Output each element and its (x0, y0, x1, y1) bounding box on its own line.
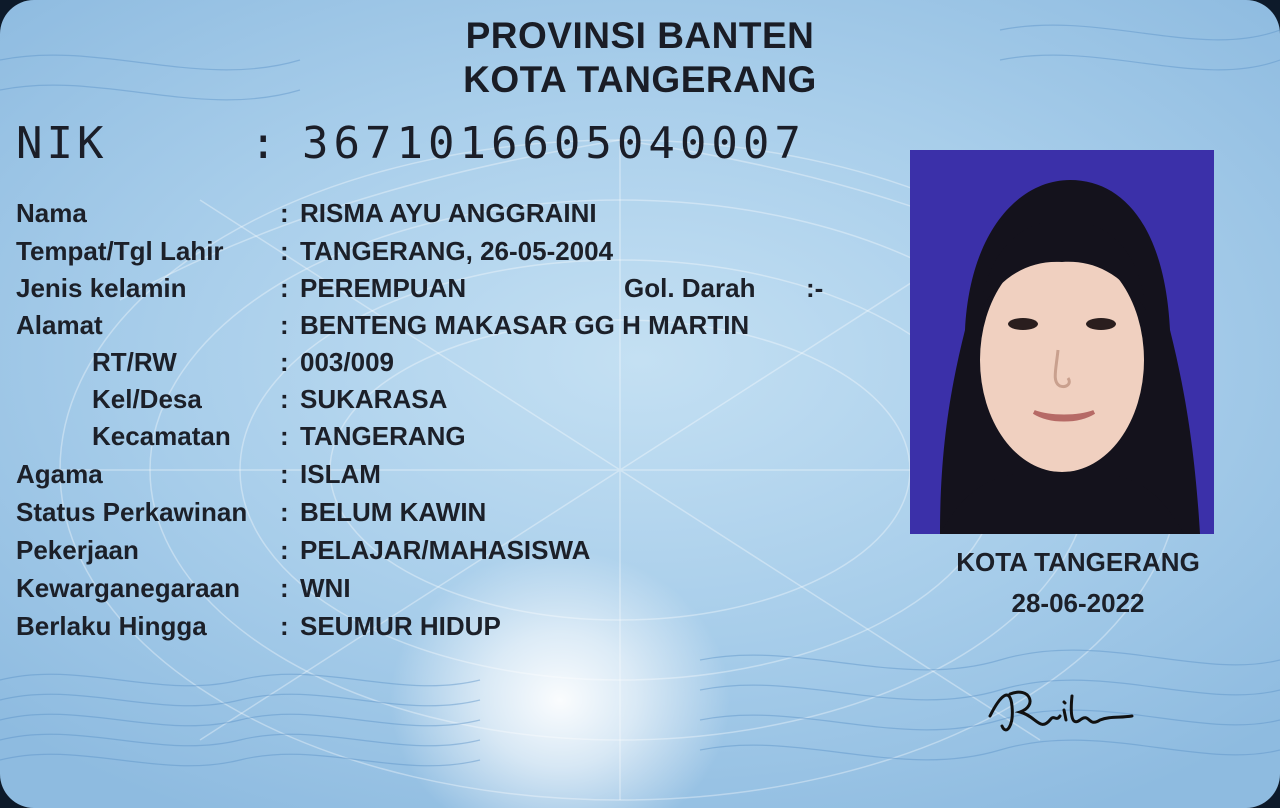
field-row-address (0, 308, 900, 344)
nik-value: 3671016605040007 (302, 118, 806, 169)
province-title: PROVINSI BANTEN (465, 15, 815, 56)
field-row-gender (0, 271, 900, 307)
field-row-citizenship (0, 571, 900, 607)
field-value: TANGERANG, 26-05-2004 (300, 236, 614, 266)
issue-date: 28-06-2022 (1011, 588, 1145, 618)
field-colon: : (280, 459, 289, 489)
field-row-rtrw (0, 345, 900, 381)
field-colon: : (280, 573, 289, 603)
field-row-valid-until (0, 609, 900, 645)
nik-colon: : (250, 118, 281, 169)
blood-type-label: Gol. Darah (624, 273, 756, 303)
field-colon: : (280, 347, 289, 377)
field-value: 003/009 (300, 347, 394, 377)
field-label: RT/RW (92, 347, 177, 377)
field-row-religion (0, 457, 900, 493)
field-value: TANGERANG (300, 421, 466, 451)
field-colon: : (280, 310, 289, 340)
signature (980, 676, 1140, 746)
nik-label: NIK (16, 118, 108, 169)
portrait-photo (910, 150, 1214, 534)
field-label: Nama (16, 198, 87, 228)
portrait-icon (910, 150, 1214, 534)
field-label: Alamat (16, 310, 103, 340)
field-row-nama (0, 196, 900, 232)
field-colon: : (280, 384, 289, 414)
card-header (380, 14, 900, 102)
field-value: SUKARASA (300, 384, 448, 414)
field-colon: : (280, 611, 289, 641)
field-label: Kecamatan (92, 421, 231, 451)
field-label: Status Perkawinan (16, 497, 248, 527)
field-value: BENTENG MAKASAR GG H MARTIN (300, 310, 750, 340)
city-title: KOTA TANGERANG (463, 59, 817, 100)
field-colon: : (280, 273, 289, 303)
field-value: BELUM KAWIN (300, 497, 487, 527)
field-row-marital (0, 495, 900, 531)
field-colon: : (280, 421, 289, 451)
field-label: Jenis kelamin (16, 273, 187, 303)
field-value: WNI (300, 573, 351, 603)
field-colon: : (280, 535, 289, 565)
field-colon: : (280, 497, 289, 527)
blood-type-value: :- (806, 273, 824, 303)
field-value: ISLAM (300, 459, 381, 489)
field-row-keldesa (0, 382, 900, 418)
field-value: SEUMUR HIDUP (300, 611, 501, 641)
field-row-birth (0, 234, 900, 270)
field-value: RISMA AYU ANGGRAINI (300, 198, 597, 228)
field-row-kecamatan (0, 419, 900, 455)
issue-city: KOTA TANGERANG (956, 547, 1200, 577)
field-colon: : (280, 198, 289, 228)
field-colon: : (280, 236, 289, 266)
field-row-occupation (0, 533, 900, 569)
field-value: PEREMPUAN (300, 273, 467, 303)
field-label: Kewarganegaraan (16, 573, 240, 603)
field-label: Kel/Desa (92, 384, 202, 414)
field-label: Tempat/Tgl Lahir (16, 236, 224, 266)
field-label: Agama (16, 459, 103, 489)
field-value: PELAJAR/MAHASISWA (300, 535, 591, 565)
field-label: Berlaku Hingga (16, 611, 207, 641)
field-label: Pekerjaan (16, 535, 139, 565)
